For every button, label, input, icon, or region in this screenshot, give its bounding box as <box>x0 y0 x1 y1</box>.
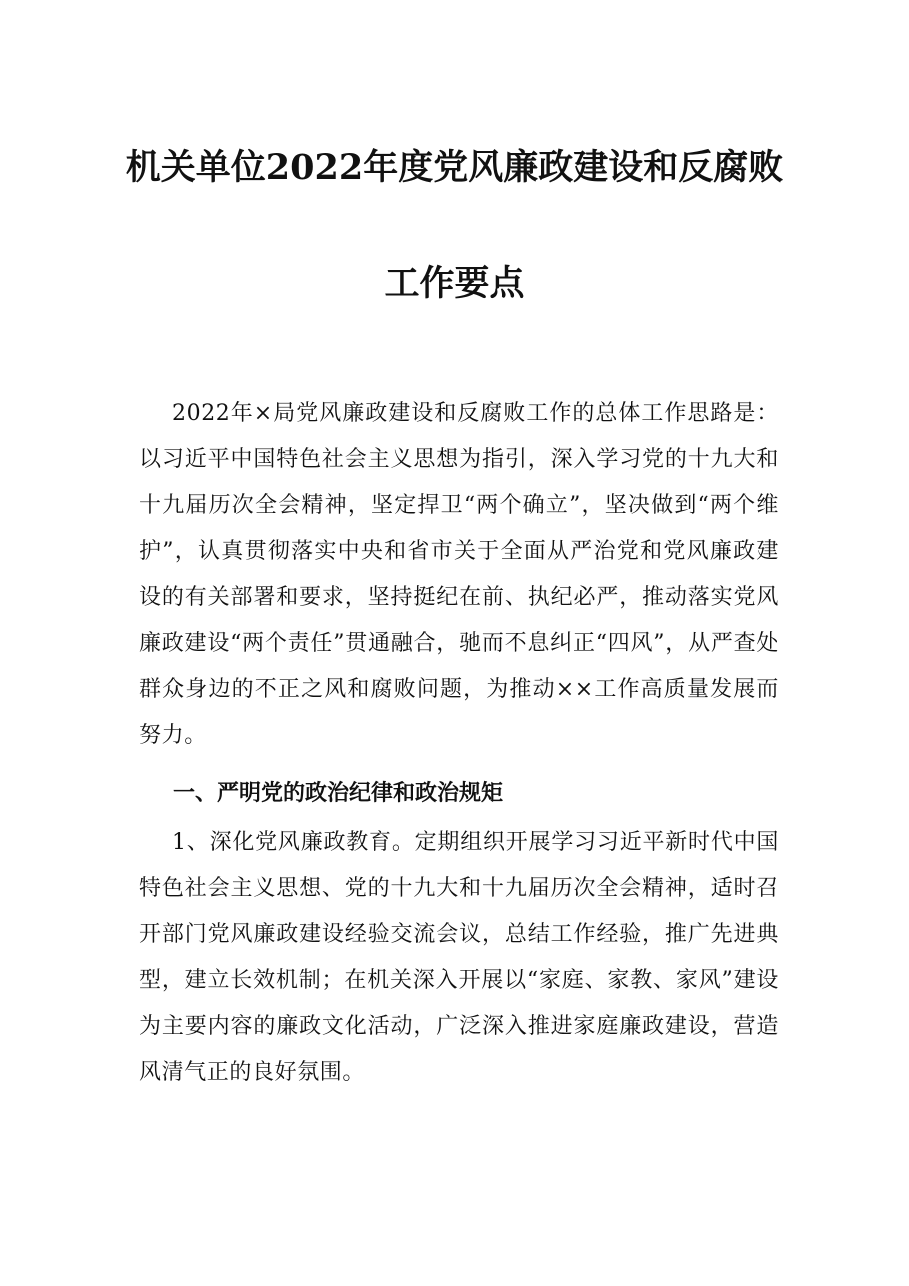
intro-paragraph: 2022年×局党风廉政建设和反腐败工作的总体工作思路是：以习近平中国特色社会主义思想为指引，深入学习党的十九大和十九届历次全会精神，坚定捍卫“两个确立”，坚决做到“两个维护”，认真贯彻落实中央和省市关于全面从严治党和党风廉政建设的有关部署和要求，坚持挺纪在前、执纪必严，推动落实党风廉政建设“两个责任”贯通融合，驰而不息纠正“四风”，从严查处群众身边的不正之风和腐败问题，为推动××工作高质量发展而努力。 <box>139 401 779 748</box>
section-1-item-1-paragraph: 1、深化党风廉政教育。定期组织开展学习习近平新时代中国特色社会主义思想、党的十九大和十九届历次全会精神，适时召开部门党风廉政建设经验交流会议，总结工作经验，推广先进典型，建立长效机制；在机关深入开展以“家庭、家教、家风”建设为主要内容的廉政文化活动，广泛深入推进家庭廉政建设，营造风清气正的良好氛围。 <box>139 830 779 1085</box>
section-heading-1: 一、严明党的政治纪律和政治规矩 <box>173 781 504 806</box>
document-title-line-2: 工作要点 <box>384 263 525 304</box>
document-title-line-1: 机关单位2022年度党风廉政建设和反腐败 <box>125 147 784 188</box>
